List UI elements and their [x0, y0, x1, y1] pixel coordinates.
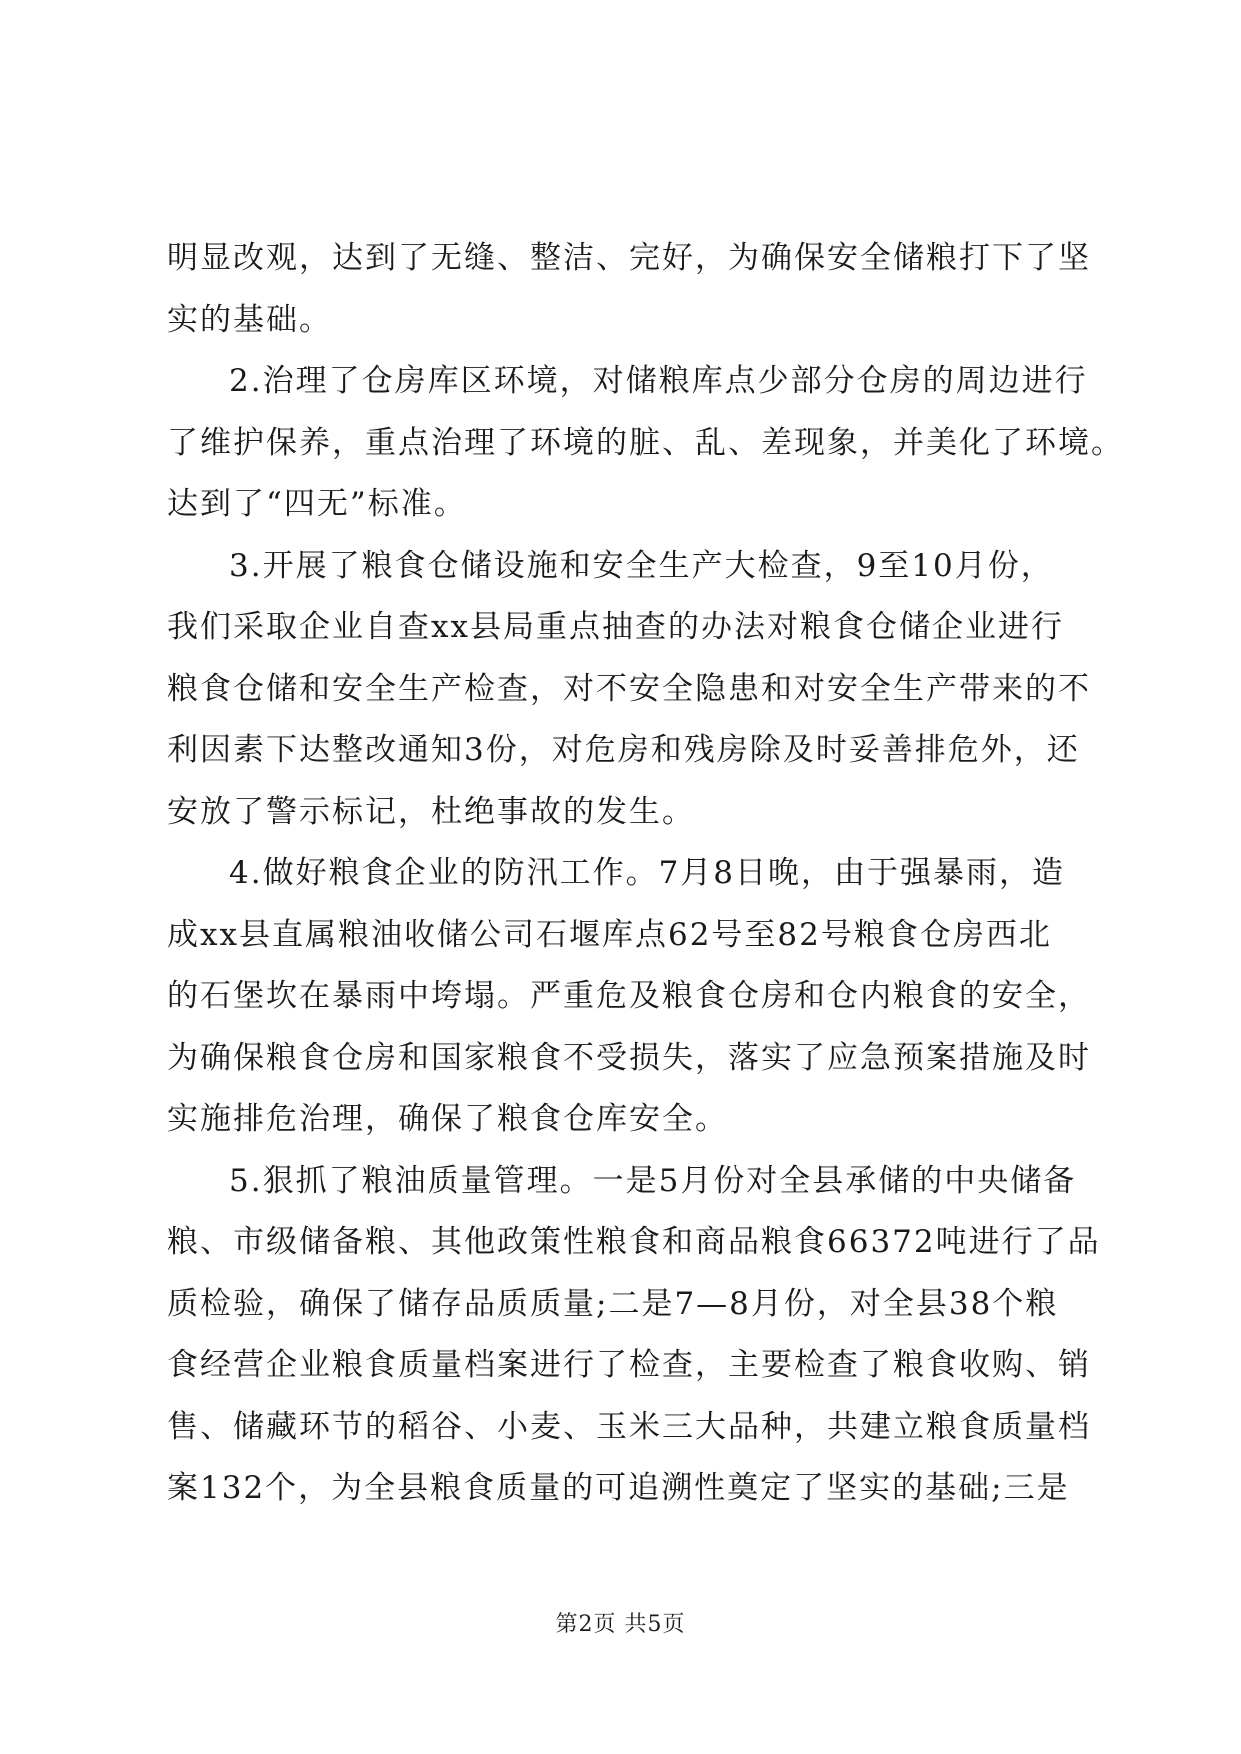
text-line: 粮、市级储备粮、其他政策性粮食和商品粮食66372吨进行了品	[167, 1224, 1101, 1260]
text-line: 质检验，确保了储存品质质量;二是7—8月份，对全县38个粮	[167, 1285, 1059, 1322]
text-line: 我们采取企业自查xx县局重点抽查的办法对粮食仓储企业进行	[167, 609, 1064, 645]
text-line: 实的基础。	[167, 301, 332, 338]
document-body	[167, 228, 1124, 1520]
text-line: 的石堡坎在暴雨中垮塌。严重危及粮食仓房和仓内粮食的安全，	[167, 978, 1091, 1014]
paragraph-start-line: 4.做好粮食企业的防汛工作。7月8日晚，由于强暴雨，造	[229, 855, 1066, 891]
text-line: 了维护保养，重点治理了环境的脏、乱、差现象，并美化了环境。	[167, 424, 1124, 461]
text-line: 安放了警示标记，杜绝事故的发生。	[167, 793, 695, 830]
text-line: 售、储藏环节的稻谷、小麦、玉米三大品种，共建立粮食质量档	[167, 1408, 1091, 1445]
text-line: 食经营企业粮食质量档案进行了检查，主要检查了粮食收购、销	[167, 1347, 1091, 1383]
text-line: 实施排危治理，确保了粮食仓库安全。	[167, 1101, 728, 1137]
text-line: 利因素下达整改通知3份，对危房和残房除及时妥善排危外，还	[167, 732, 1080, 768]
paragraph-start-line: 5.狠抓了粮油质量管理。一是5月份对全县承储的中央储备	[229, 1162, 1077, 1199]
text-line: 达到了“四无”标准。	[167, 486, 467, 522]
paragraph-start-line: 2.治理了仓房库区环境，对储粮库点少部分仓房的周边进行	[229, 363, 1088, 399]
text-line: 粮食仓储和安全生产检查，对不安全隐患和对安全生产带来的不	[167, 670, 1091, 707]
text-line: 明显改观，达到了无缝、整洁、完好，为确保安全储粮打下了坚	[167, 240, 1091, 276]
text-line: 案132个，为全县粮食质量的可追溯性奠定了坚实的基础;三是	[167, 1470, 1070, 1506]
page-number-footer: 第2页 共5页	[555, 1612, 686, 1637]
paragraph-start-line: 3.开展了粮食仓储设施和安全生产大检查，9至10月份，	[229, 547, 1054, 584]
text-line: 成xx县直属粮油收储公司石堰库点62号至82号粮食仓房西北	[167, 916, 1052, 953]
text-line: 为确保粮食仓房和国家粮食不受损失，落实了应急预案措施及时	[167, 1039, 1091, 1076]
